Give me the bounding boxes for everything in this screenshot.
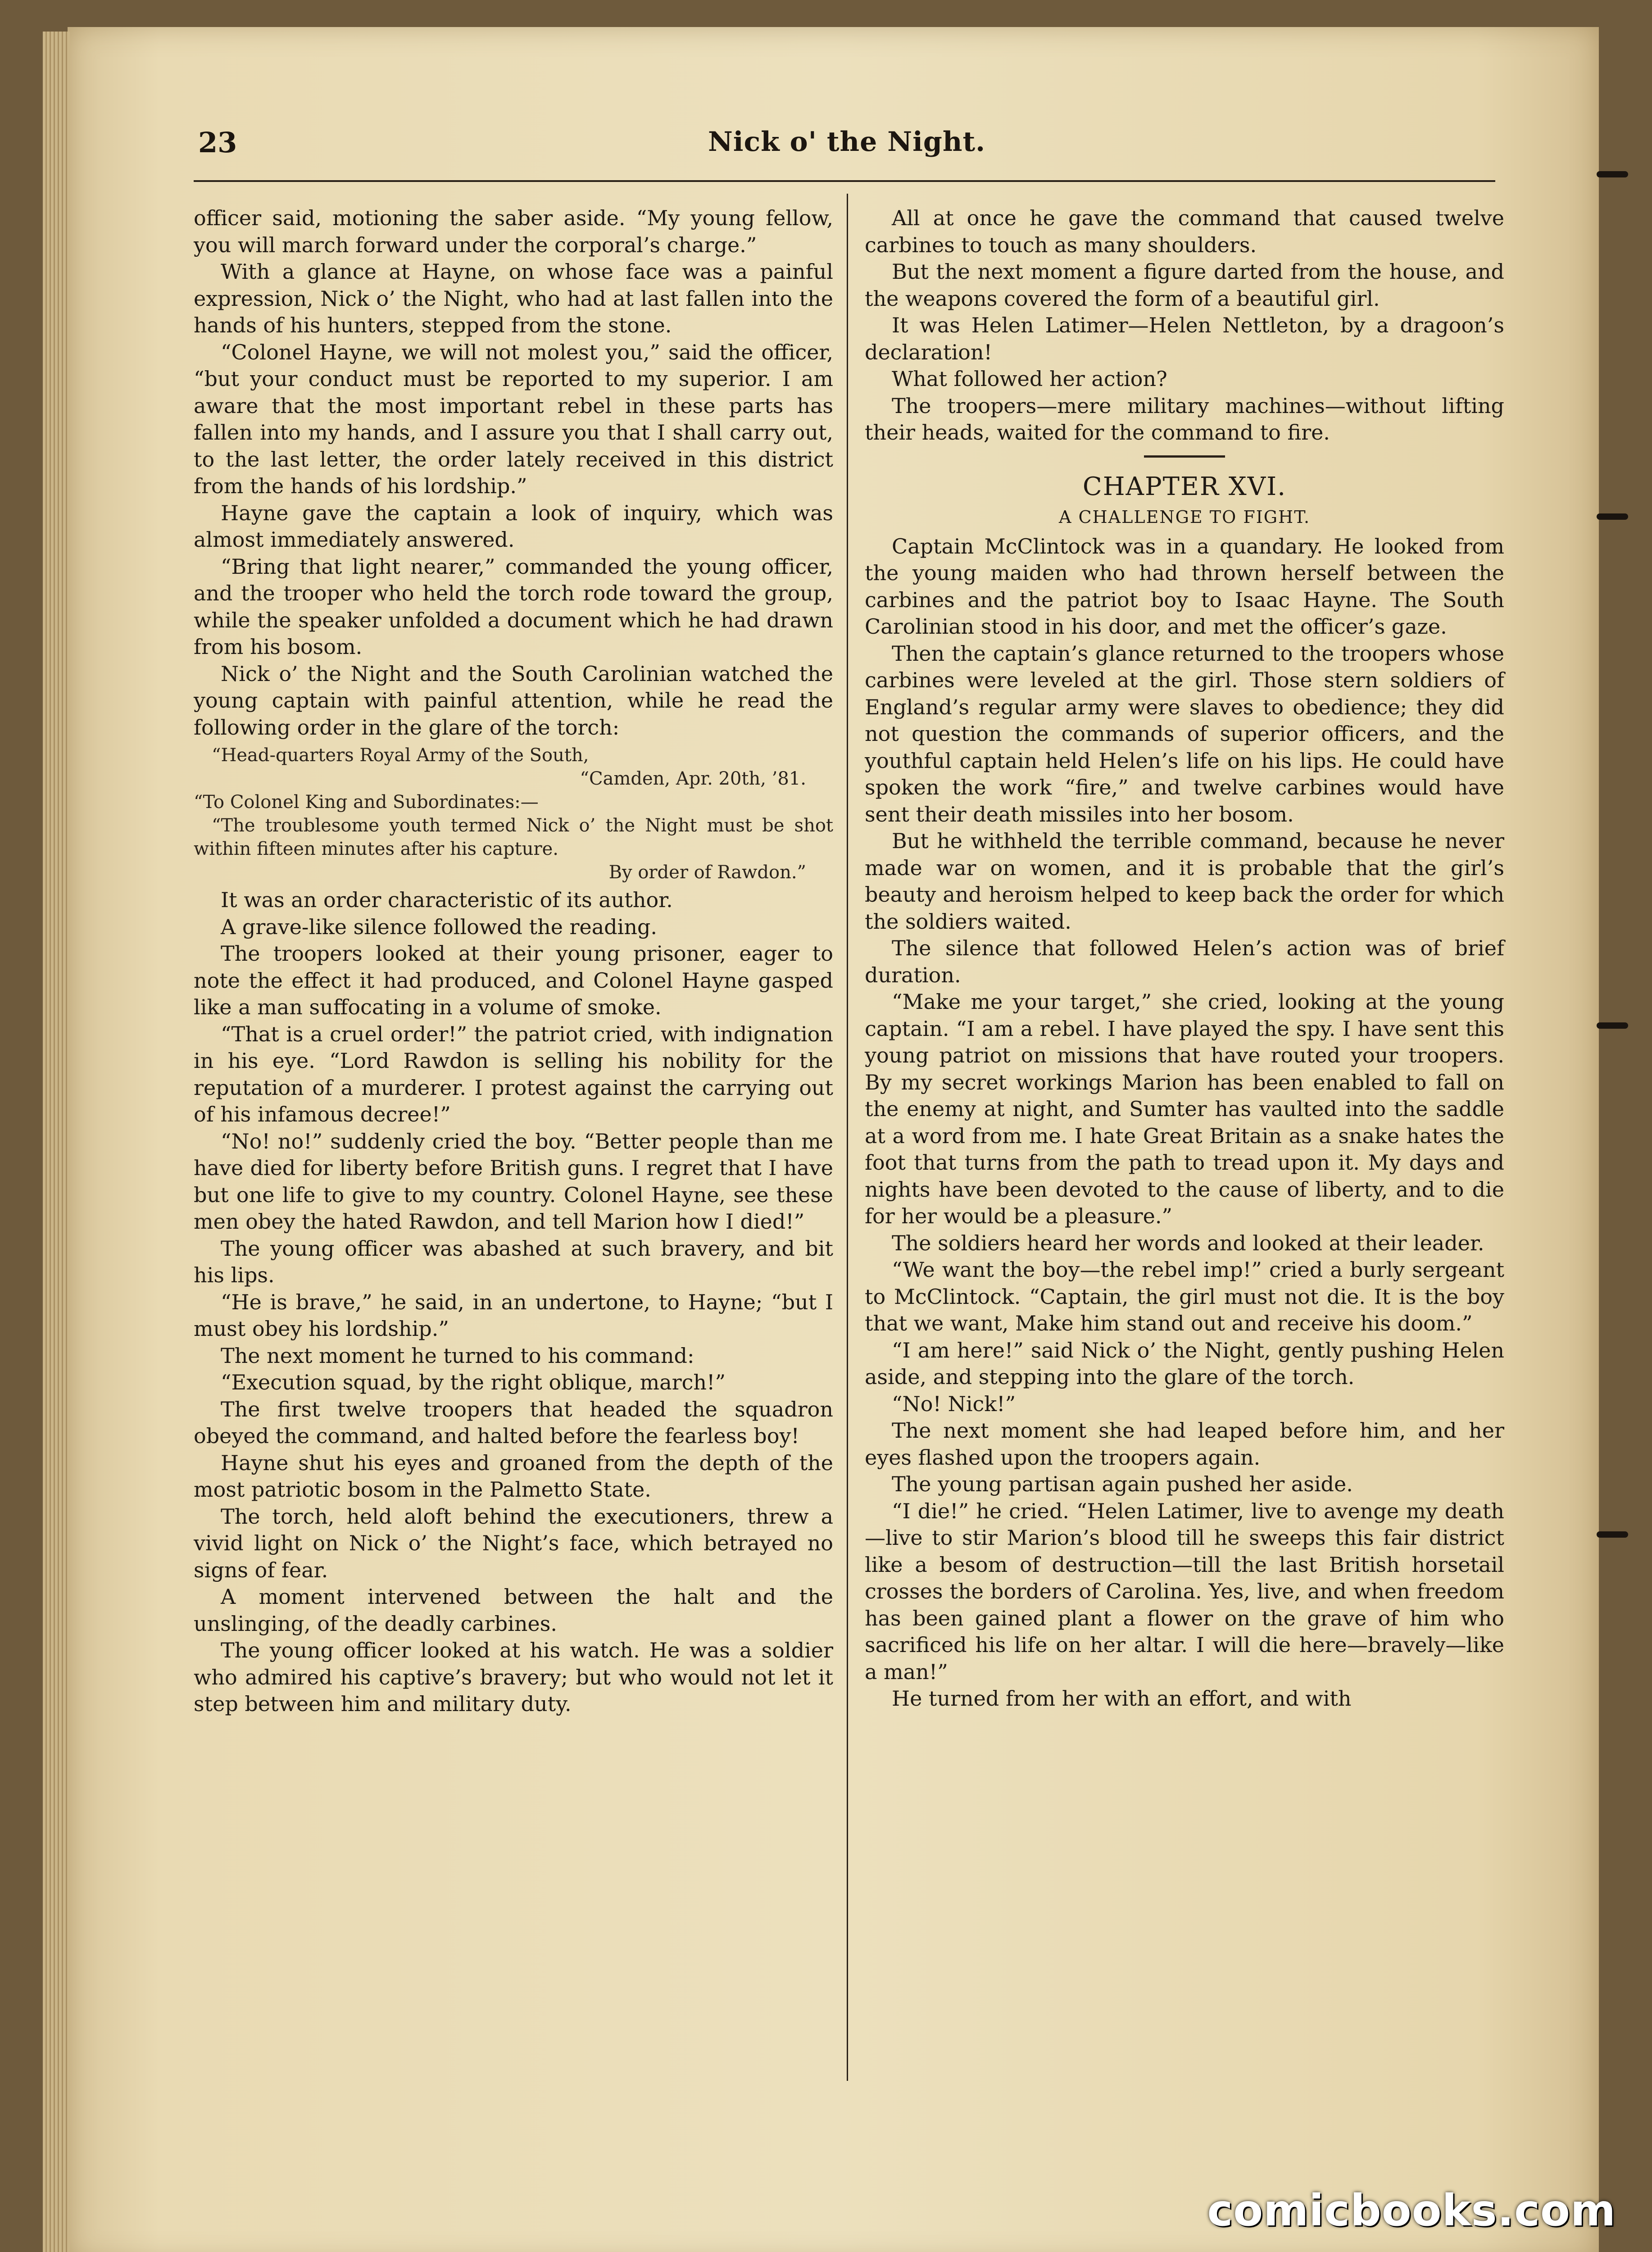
paragraph: The next moment she had leaped before him, and her eyes flashed upon the troopers again. [865, 1418, 1504, 1470]
paragraph: But he withheld the terrible command, because he never made war on women, and it is probable that the girl’s beauty and heroism helped to keep back the order for which the soldiers waited. [865, 829, 1504, 934]
paragraph: Hayne gave the captain a look of inquiry, which was almost immediately answered. [194, 500, 833, 552]
paragraph: “That is a cruel order!” the patriot cried, with indignation in his eye. “Lord Rawdon is selling his nobility for the reputation of a murderer. I protest against the carrying out of his infamous decree!” [194, 1022, 833, 1126]
paragraph: With a glance at Hayne, on whose face was a painful expression, Nick o’ the Night, who had at last fallen into the hands of his hunters, stepped from the stone. [194, 259, 833, 337]
chapter-subtitle: A CHALLENGE TO FIGHT. [1058, 507, 1311, 527]
paragraph: A moment intervened between the halt and the unslinging, of the deadly carbines. [194, 1585, 833, 1636]
paragraph: The young partisan again pushed her aside. [892, 1472, 1353, 1496]
paragraph: The troopers looked at their young prisoner, eager to note the effect it had produced, and Colonel Hayne gasped like a man suffocating in a volume of smoke. [194, 941, 833, 1019]
paragraph: “Execution squad, by the right oblique, march!” [221, 1370, 726, 1394]
paragraph: It was Helen Latimer—Helen Nettleton, by a dragoon’s declaration! [865, 313, 1504, 364]
letter-heading: “Head-quarters Royal Army of the South, [212, 745, 589, 766]
paragraph: The young officer looked at his watch. He was a soldier who admired his captive’s bravery; but who would not let it step between him and military duty. [194, 1638, 833, 1716]
header-rule [194, 180, 1495, 182]
left-column [194, 205, 833, 1718]
binding-staple-mark [1597, 513, 1628, 520]
column-divider [847, 194, 848, 2081]
paragraph: “No! Nick!” [892, 1391, 1016, 1416]
paragraph: A grave-like silence followed the reading. [221, 914, 658, 939]
paragraph: He turned from her with an effort, and with [892, 1686, 1352, 1711]
page-stack-edge [43, 32, 70, 2252]
paragraph: “He is brave,” he said, in an undertone, to Hayne; “but I must obey his lordship.” [194, 1289, 833, 1341]
letter-salutation: “To Colonel King and Subordinates:— [194, 792, 539, 813]
watermark: comicbooks.com [1207, 2185, 1616, 2236]
page-number: 23 [198, 126, 237, 159]
paragraph: “Colonel Hayne, we will not molest you,” said the officer, “but your conduct must be reported to my superior. I am aware that the most important rebel in these parts has fallen into my hands, and I assure you that I shall carry out, to the last letter, the order lately received in this district from the hands of his lordship.” [194, 340, 833, 498]
chapter-title: CHAPTER XVI. [1082, 472, 1287, 501]
paragraph: What followed her action? [892, 367, 1167, 391]
paragraph: “Bring that light nearer,” commanded the young officer, and the trooper who held the torch rode toward the group, while the speaker unfolded a document which he had drawn from his bosom. [194, 554, 833, 659]
paragraph: officer said, motioning the saber aside. “My young fellow, you will march forward under the corporal’s charge.” [194, 206, 833, 257]
paragraph: The torch, held aloft behind the executioners, threw a vivid light on Nick o’ the Night’s face, which betrayed no signs of fear. [194, 1504, 833, 1582]
paragraph: The first twelve troopers that headed the squadron obeyed the command, and halted before the fearless boy! [194, 1397, 833, 1448]
binding-staple-mark [1597, 1022, 1628, 1029]
paragraph: The next moment he turned to his command: [221, 1343, 694, 1368]
paragraph: Hayne shut his eyes and groaned from the depth of the most patriotic bosom in the Palmetto State. [194, 1450, 833, 1502]
paragraph: The silence that followed Helen’s action was of brief duration. [865, 936, 1504, 987]
paragraph: But the next moment a figure darted from the house, and the weapons covered the form of a beautiful girl. [865, 259, 1504, 311]
paragraph: “I die!” he cried. “Helen Latimer, live to avenge my death—live to stir Marion’s blood till he sweeps this fair district like a besom of destruction—till the last British horsetail crosses the borders of Carolina. Yes, live, and when freedom has been gained plant a flower on the grave of him who sacrificed his life on her altar. I will die here—bravely—like a man!” [865, 1498, 1504, 1684]
paragraph: Captain McClintock was in a quandary. He looked from the young maiden who had thrown herself between the carbines and the patriot boy to Isaac Hayne. The South Carolinian stood in his door, and met the officer’s gaze. [865, 534, 1504, 639]
running-title: Nick o' the Night. [708, 126, 986, 158]
letter-signature: By order of Rawdon.” [608, 862, 806, 883]
paragraph: Then the captain’s glance returned to the troopers whose carbines were leveled at the girl. Those stern soldiers of England’s regular army were slaves to obedience; they did not question the commands of superior officers, and the youthful captain held Helen’s life on his lips. He could have spoken the work “fire,” and twelve carbines would have sent their death missiles into her bosom. [865, 641, 1504, 826]
paragraph: “I am here!” said Nick o’ the Night, gently pushing Helen aside, and stepping into the glare of the torch. [865, 1338, 1504, 1389]
section-rule [1144, 455, 1225, 458]
right-column [865, 205, 1504, 1712]
paragraph: Nick o’ the Night and the South Carolinian watched the young captain with painful attention, while he read the following order in the glare of the torch: [194, 661, 833, 740]
paragraph: It was an order characteristic of its author. [221, 888, 673, 912]
paragraph: All at once he gave the command that caused twelve carbines to touch as many shoulders. [865, 206, 1504, 257]
letter-dateline: “Camden, Apr. 20th, ’81. [580, 768, 806, 789]
letter-body: “The troublesome youth termed Nick o’ the Night must be shot within fifteen minutes after his capture. [194, 815, 833, 859]
paragraph: “Make me your target,” she cried, looking at the young captain. “I am a rebel. I have played the spy. I have sent this young patriot on missions that have routed your troopers. By my secret workings Marion has been enabled to fall on the enemy at night, and Sumter has vaulted into the saddle at a word from me. I hate Great Britain as a snake hates the foot that turns from the path to tread upon it. My days and nights have been devoted to the cause of liberty, and to die for her would be a pleasure.” [865, 990, 1504, 1228]
binding-staple-mark [1597, 171, 1628, 177]
paragraph: The troopers—mere military machines—without lifting their heads, waited for the command to fire. [865, 393, 1504, 445]
page-header [198, 126, 1495, 176]
paragraph: The young officer was abashed at such bravery, and bit his lips. [194, 1236, 833, 1287]
paragraph: The soldiers heard her words and looked at their leader. [892, 1230, 1484, 1255]
paragraph: “No! no!” suddenly cried the boy. “Better people than me have died for liberty before British guns. I regret that I have but one life to give to my country. Colonel Hayne, see these men obey the hated Rawdon, and tell Marion how I died!” [194, 1129, 833, 1234]
order-letter [194, 744, 833, 884]
binding-staple-mark [1597, 1531, 1628, 1538]
paragraph: “We want the boy—the rebel imp!” cried a burly sergeant to McClintock. “Captain, the girl must not die. It is the boy that we want, Make him stand out and receive his doom.” [865, 1258, 1504, 1335]
